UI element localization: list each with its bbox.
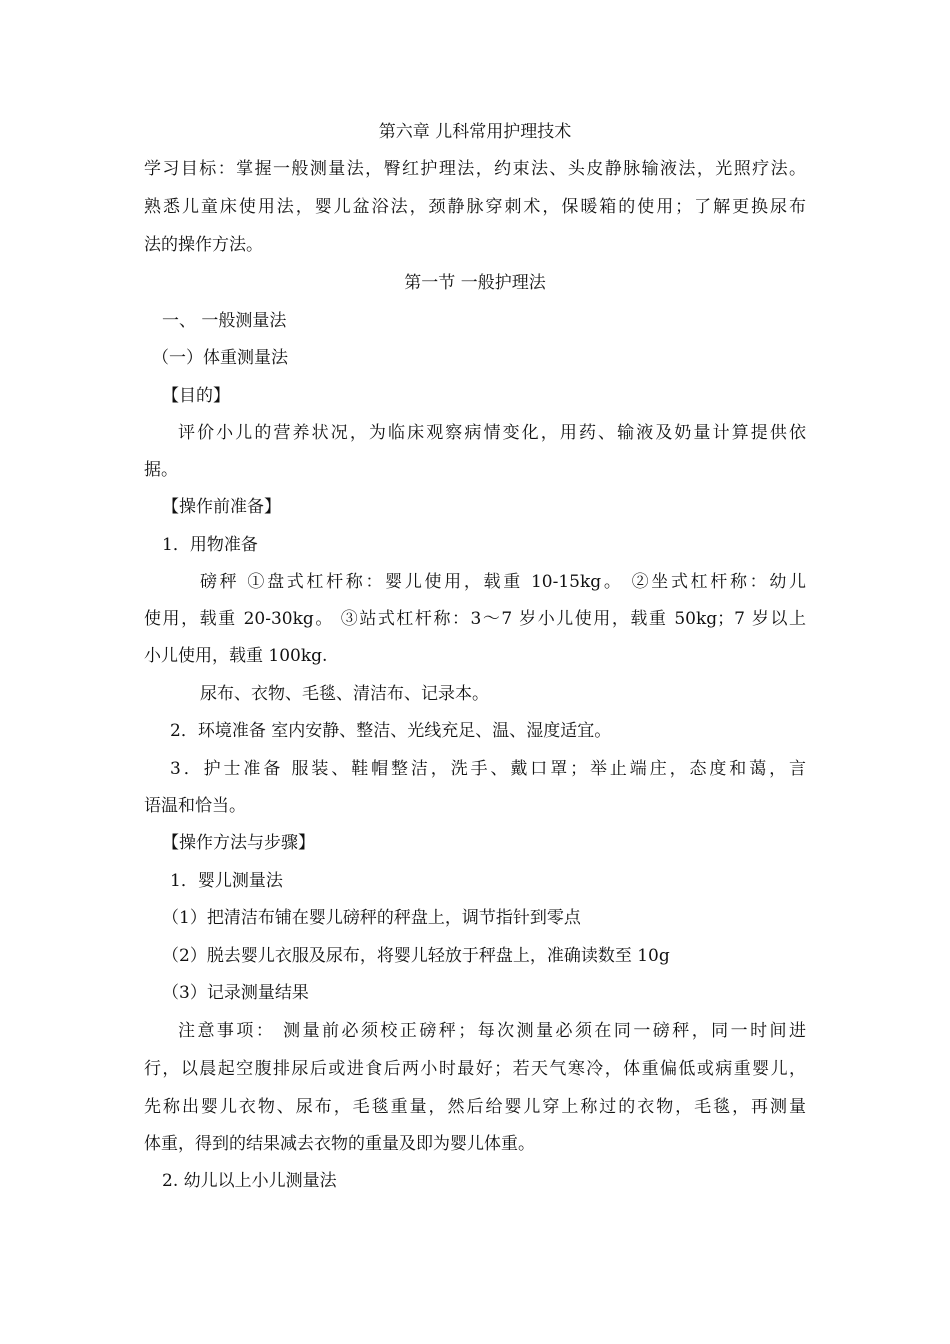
notes-line-2: 行，以晨起空腹排尿后或进食后两小时最好；若天气寒冷，体重偏低或病重婴儿，	[144, 1059, 806, 1079]
infant-method-title: 1．婴儿测量法	[170, 871, 283, 891]
objectives-line-1: 学习目标：掌握一般测量法，臀红护理法，约束法、头皮静脉输液法，光照疗法。	[144, 159, 806, 179]
purpose-text-line-1: 评价小儿的营养状况，为临床观察病情变化，用药、输液及奶量计算提供依	[178, 423, 806, 443]
purpose-text-line-2: 据。	[144, 460, 178, 480]
notes-line-1: 注意事项： 测量前必须校正磅秤；每次测量必须在同一磅秤，同一时间进	[178, 1021, 806, 1041]
heading-general-measurement: 一、 一般测量法	[162, 311, 287, 331]
notes-line-3: 先称出婴儿衣物、尿布，毛毯重量，然后给婴儿穿上称过的衣物，毛毯，再测量	[144, 1097, 806, 1117]
method-label: 【操作方法与步骤】	[162, 833, 315, 853]
purpose-label: 【目的】	[162, 386, 230, 406]
infant-step-2: （2）脱去婴儿衣服及尿布，将婴儿轻放于秤盘上，准确读数至 10g	[162, 946, 670, 966]
objectives-line-2: 熟悉儿童床使用法，婴儿盆浴法，颈静脉穿刺术，保暖箱的使用；了解更换尿布	[144, 197, 806, 217]
supplies-list: 尿布、衣物、毛毯、清洁布、记录本。	[200, 684, 489, 704]
prep-item-nurse-line-2: 语温和恰当。	[144, 796, 246, 816]
infant-step-3: （3）记录测量结果	[162, 983, 309, 1003]
section-title: 第一节 一般护理法	[404, 273, 546, 293]
scale-line-3: 小儿使用，载重 100kg.	[144, 646, 328, 666]
scale-line-1: 磅秤 ①盘式杠杆称：婴儿使用，载重 10-15kg。 ②坐式杠杆称：幼儿	[200, 572, 806, 592]
heading-weight-measurement: （一）体重测量法	[152, 348, 288, 368]
objectives-line-3: 法的操作方法。	[144, 235, 263, 255]
chapter-title: 第六章 儿科常用护理技术	[378, 122, 572, 142]
child-method-title: 2. 幼儿以上小儿测量法	[162, 1171, 337, 1191]
prep-label: 【操作前准备】	[162, 497, 281, 517]
prep-item-environment: 2．环境准备 室内安静、整洁、光线充足、温、湿度适宜。	[170, 721, 612, 741]
notes-line-4: 体重，得到的结果减去衣物的重量及即为婴儿体重。	[144, 1134, 535, 1154]
scale-line-2: 使用，载重 20-30kg。 ③站式杠杆称：3～7 岁小儿使用，载重 50kg；7 岁以上	[144, 609, 806, 629]
infant-step-1: （1）把清洁布铺在婴儿磅秤的秤盘上，调节指针到零点	[162, 908, 581, 928]
prep-item-supplies-title: 1．用物准备	[162, 535, 258, 555]
prep-item-nurse-line-1: 3．护士准备 服装、鞋帽整洁，洗手、戴口罩；举止端庄，态度和蔼，言	[170, 759, 806, 779]
